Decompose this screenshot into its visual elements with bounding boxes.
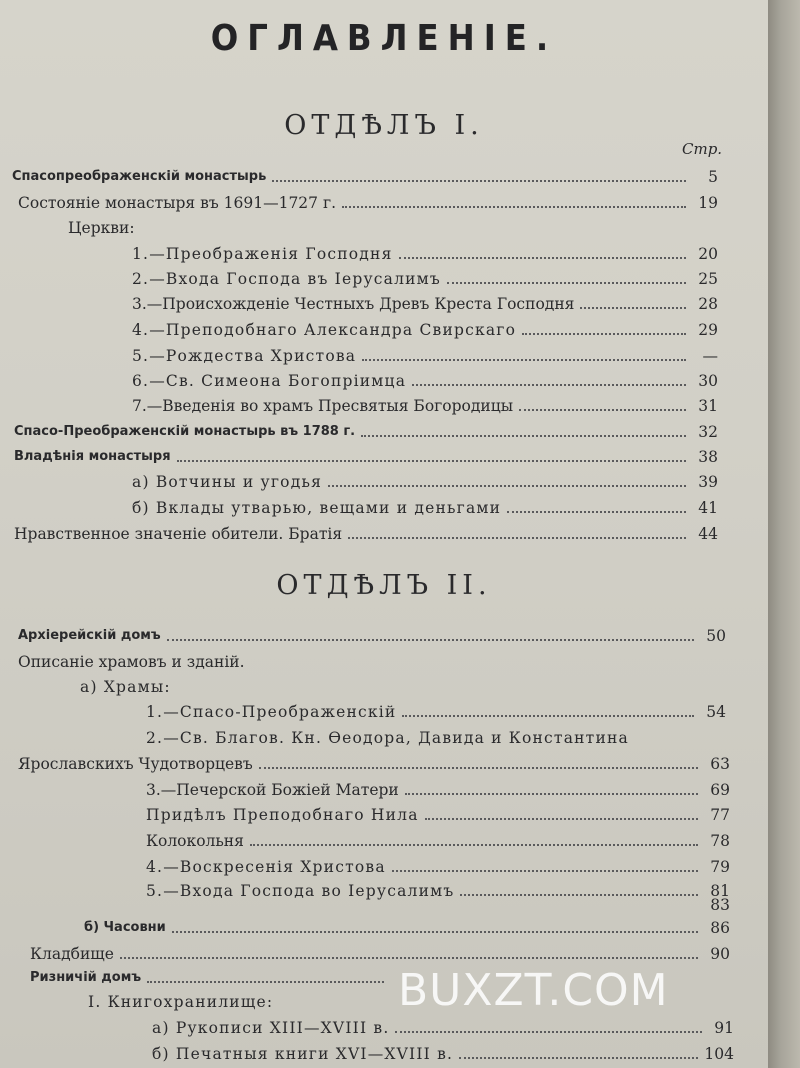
- dot-leader: [392, 870, 698, 872]
- toc-entry-title: I. Книгохранилище:: [88, 993, 274, 1011]
- toc-entry-continued[interactable]: [146, 724, 726, 748]
- toc-entry-title: 7.—Введенія во храмъ Пресвятыя Богородицы: [132, 397, 514, 415]
- toc-entry[interactable]: [152, 1040, 734, 1064]
- toc-entry-page: 28: [698, 295, 718, 313]
- toc-entry-title: б) Часовни: [84, 920, 166, 935]
- toc-entry[interactable]: [146, 698, 726, 722]
- toc-group-label: [80, 673, 380, 697]
- toc-entry-page: 69: [710, 781, 730, 799]
- toc-entry-title: Архіерейскій домъ: [18, 628, 161, 643]
- dot-leader: [459, 1057, 698, 1059]
- toc-entry[interactable]: [14, 443, 718, 467]
- dot-leader: [522, 333, 686, 335]
- toc-entry-title: 1.—Преображенія Господня: [132, 245, 393, 263]
- toc-entry-title: 6.—Св. Симеона Богопріимца: [132, 372, 407, 390]
- dot-leader: [399, 257, 686, 259]
- toc-entry-page: 19: [698, 194, 718, 212]
- toc-entry-title: 3.—Печерской Божіей Матери: [146, 781, 399, 799]
- toc-entry[interactable]: [132, 367, 718, 391]
- dot-leader: [395, 1031, 702, 1033]
- dot-leader: [348, 537, 686, 539]
- toc-entry[interactable]: [14, 418, 718, 442]
- toc-entry-page: —: [702, 347, 718, 365]
- toc-entry[interactable]: [146, 801, 730, 825]
- dot-leader: [361, 435, 686, 437]
- toc-entry-title: 4.—Воскресенія Христова: [146, 858, 386, 876]
- toc-entry-title: а) Храмы:: [80, 678, 171, 696]
- toc-entry[interactable]: [30, 940, 730, 964]
- toc-entry[interactable]: [84, 914, 730, 938]
- dot-leader: [272, 180, 686, 182]
- toc-entry-page: 38: [698, 448, 718, 466]
- dot-leader: [412, 384, 686, 386]
- toc-entry[interactable]: [146, 776, 730, 800]
- toc-group-label: [68, 214, 268, 238]
- page-edge: [768, 0, 800, 1068]
- dot-leader: [405, 793, 698, 795]
- toc-entry[interactable]: [18, 189, 718, 213]
- toc-entry-title: Владѣнія монастыря: [14, 449, 171, 464]
- toc-entry[interactable]: [132, 265, 718, 289]
- dot-leader: [177, 460, 686, 462]
- toc-entry-title: Нравственное значеніе обители. Братія: [14, 525, 343, 543]
- toc-entry-title: а) Вотчины и угодья: [132, 473, 323, 491]
- toc-entry-page: 54: [706, 703, 726, 721]
- toc-entry-page: 50: [706, 627, 726, 645]
- toc-entry[interactable]: [132, 392, 718, 416]
- page-title: ОГЛАВЛЕНIЕ.: [210, 18, 558, 59]
- toc-entry[interactable]: [18, 750, 730, 774]
- dot-leader: [120, 957, 698, 959]
- toc-entry-title: 2.—Св. Благов. Кн. Ѳеодора, Давида и Константина: [146, 729, 629, 747]
- dot-leader: [507, 511, 686, 513]
- toc-entry[interactable]: [132, 468, 718, 492]
- toc-entry-page: 41: [698, 499, 718, 517]
- toc-entry-title: Спасопреображенскій монастырь: [12, 169, 267, 184]
- toc-entry-page: 83: [710, 896, 730, 914]
- toc-entry[interactable]: [12, 163, 718, 187]
- toc-entry-title: Кладбище: [30, 945, 114, 963]
- toc-entry-page: 104: [704, 1045, 734, 1063]
- page-column-header: Стр.: [682, 140, 723, 158]
- toc-entry-title: Колокольня: [146, 832, 244, 850]
- toc-entry-page: 32: [698, 423, 718, 441]
- toc-entry[interactable]: [18, 622, 726, 646]
- toc-entry[interactable]: [132, 342, 718, 366]
- section-heading-1: ОТДѢЛЪ I.: [284, 110, 484, 141]
- toc-entry-page: 31: [698, 397, 718, 415]
- toc-entry-page: 30: [698, 372, 718, 390]
- toc-entry[interactable]: [132, 494, 718, 518]
- watermark: BUXZT.COM: [398, 965, 669, 1016]
- toc-entry-title: б) Печатныя книги XVI—XVIII в.: [152, 1045, 454, 1063]
- toc-entry-page: 91: [714, 1019, 734, 1037]
- section-heading-2: ОТДѢЛЪ II.: [276, 570, 492, 601]
- toc-entry-page: 78: [710, 832, 730, 850]
- dot-leader: [328, 485, 686, 487]
- toc-entry-title: а) Рукописи XIII—XVIII в.: [152, 1019, 390, 1037]
- toc-entry[interactable]: [152, 1014, 734, 1038]
- dot-leader: [172, 931, 698, 933]
- toc-entry-title: Состояніе монастыря въ 1691—1727 г.: [18, 194, 337, 212]
- toc-entry-page: 44: [698, 525, 718, 543]
- toc-entry-page: 90: [710, 945, 730, 963]
- dot-leader: [447, 282, 686, 284]
- dot-leader: [167, 639, 694, 641]
- dot-leader: [519, 409, 686, 411]
- toc-entry-title: 1.—Спасо-Преображенскій: [146, 703, 397, 721]
- toc-group-label: [18, 648, 418, 672]
- toc-entry[interactable]: [146, 853, 730, 877]
- dot-leader: [342, 206, 686, 208]
- toc-entry-title: 2.—Входа Господа въ Іерусалимъ: [132, 270, 441, 288]
- toc-entry-title: Церкви:: [68, 219, 135, 237]
- toc-entry[interactable]: [146, 827, 730, 851]
- toc-entry-title: 3.—Происхожденіе Честныхъ Древъ Креста Господня: [132, 295, 575, 313]
- toc-entry[interactable]: [132, 316, 718, 340]
- toc-entry-title: 5.—Рождества Христова: [132, 347, 357, 365]
- toc-entry-page: 63: [710, 755, 730, 773]
- dot-leader: [362, 359, 686, 361]
- toc-entry-page: 77: [710, 806, 730, 824]
- toc-entry-page: 81: [710, 882, 730, 900]
- toc-entry-title: Ризничій домъ: [30, 970, 142, 985]
- toc-entry[interactable]: [14, 520, 718, 544]
- toc-entry[interactable]: [132, 290, 718, 314]
- toc-entry-title: 5.—Входа Господа во Іерусалимъ: [146, 882, 455, 900]
- toc-entry-page: 39: [698, 473, 718, 491]
- dot-leader: [580, 307, 686, 309]
- toc-entry[interactable]: [30, 964, 390, 988]
- dot-leader: [259, 767, 698, 769]
- toc-entry-page: 29: [698, 321, 718, 339]
- toc-group-label: [88, 988, 388, 1012]
- toc-entry-page: 25: [698, 270, 718, 288]
- toc-entry-title: Ярославскихъ Чудотворцевъ: [18, 755, 253, 773]
- toc-entry-title: 4.—Преподобнаго Александра Свирскаго: [132, 321, 517, 339]
- toc-entry-page: 5: [708, 168, 718, 186]
- dot-leader: [402, 715, 694, 717]
- toc-entry-page: 20: [698, 245, 718, 263]
- dot-leader: [147, 981, 384, 983]
- toc-entry-title: б) Вклады утварью, вещами и деньгами: [132, 499, 502, 517]
- dot-leader: [250, 844, 698, 846]
- toc-entry-title: Придѣлъ Преподобнаго Нила: [146, 806, 419, 824]
- toc-entry-page: 79: [710, 858, 730, 876]
- toc-entry-page: 86: [710, 919, 730, 937]
- dot-leader: [425, 818, 698, 820]
- toc-entry[interactable]: [132, 240, 718, 264]
- toc-entry-title: Спасо-Преображенскій монастырь въ 1788 г.: [14, 424, 356, 439]
- toc-entry-page-only[interactable]: [146, 891, 730, 915]
- toc-entry-title: Описаніе храмовъ и зданій.: [18, 653, 245, 671]
